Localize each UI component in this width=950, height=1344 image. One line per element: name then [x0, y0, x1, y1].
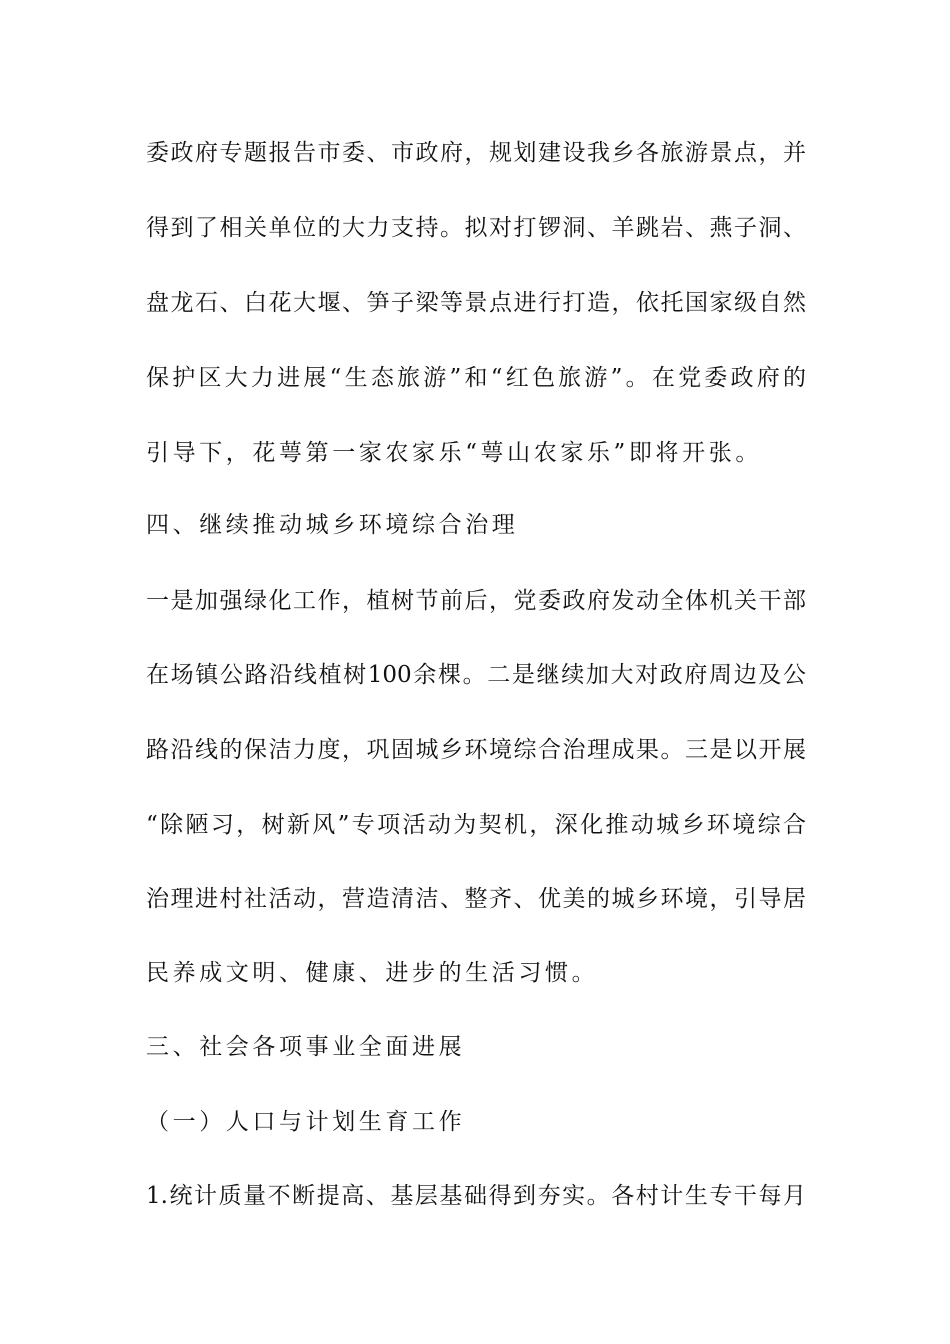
- paragraph-line: “除陋习，树新风”专项活动为契机，深化推动城乡环境综合: [146, 812, 806, 838]
- paragraph-line: 一是加强绿化工作，植树节前后，党委政府发动全体机关干部: [146, 588, 806, 614]
- paragraph-line: 治理进村社活动，营造清洁、整齐、优美的城乡环境，引导居: [146, 886, 806, 912]
- subsection-heading: （一）人口与计划生育工作: [146, 1109, 466, 1135]
- paragraph-line: 1.统计质量不断提高、基层基础得到夯实。各村计生专干每月: [146, 1183, 806, 1209]
- paragraph-line: 委政府专题报告市委、市政府，规划建设我乡各旅游景点，并: [146, 140, 806, 166]
- paragraph-line: 民养成文明、健康、进步的生活习惯。: [146, 960, 599, 986]
- paragraph-line: 在场镇公路沿线植树100余棵。二是继续加大对政府周边及公: [146, 662, 806, 688]
- paragraph-line: 得到了相关单位的大力支持。拟对打锣洞、羊跳岩、燕子洞、: [146, 215, 806, 241]
- paragraph-line: 引导下，花萼第一家农家乐“萼山农家乐”即将开张。: [146, 440, 762, 466]
- paragraph-line: 保护区大力进展“生态旅游”和“红色旅游”。在党委政府的: [146, 365, 806, 391]
- section-heading: 四、继续推动城乡环境综合治理: [146, 512, 519, 538]
- section-heading: 三、社会各项事业全面进展: [146, 1034, 466, 1060]
- paragraph-line: 路沿线的保洁力度，巩固城乡环境综合治理成果。三是以开展: [146, 737, 806, 763]
- paragraph-line: 盘龙石、白花大堰、笋子梁等景点进行打造，依托国家级自然: [146, 290, 806, 316]
